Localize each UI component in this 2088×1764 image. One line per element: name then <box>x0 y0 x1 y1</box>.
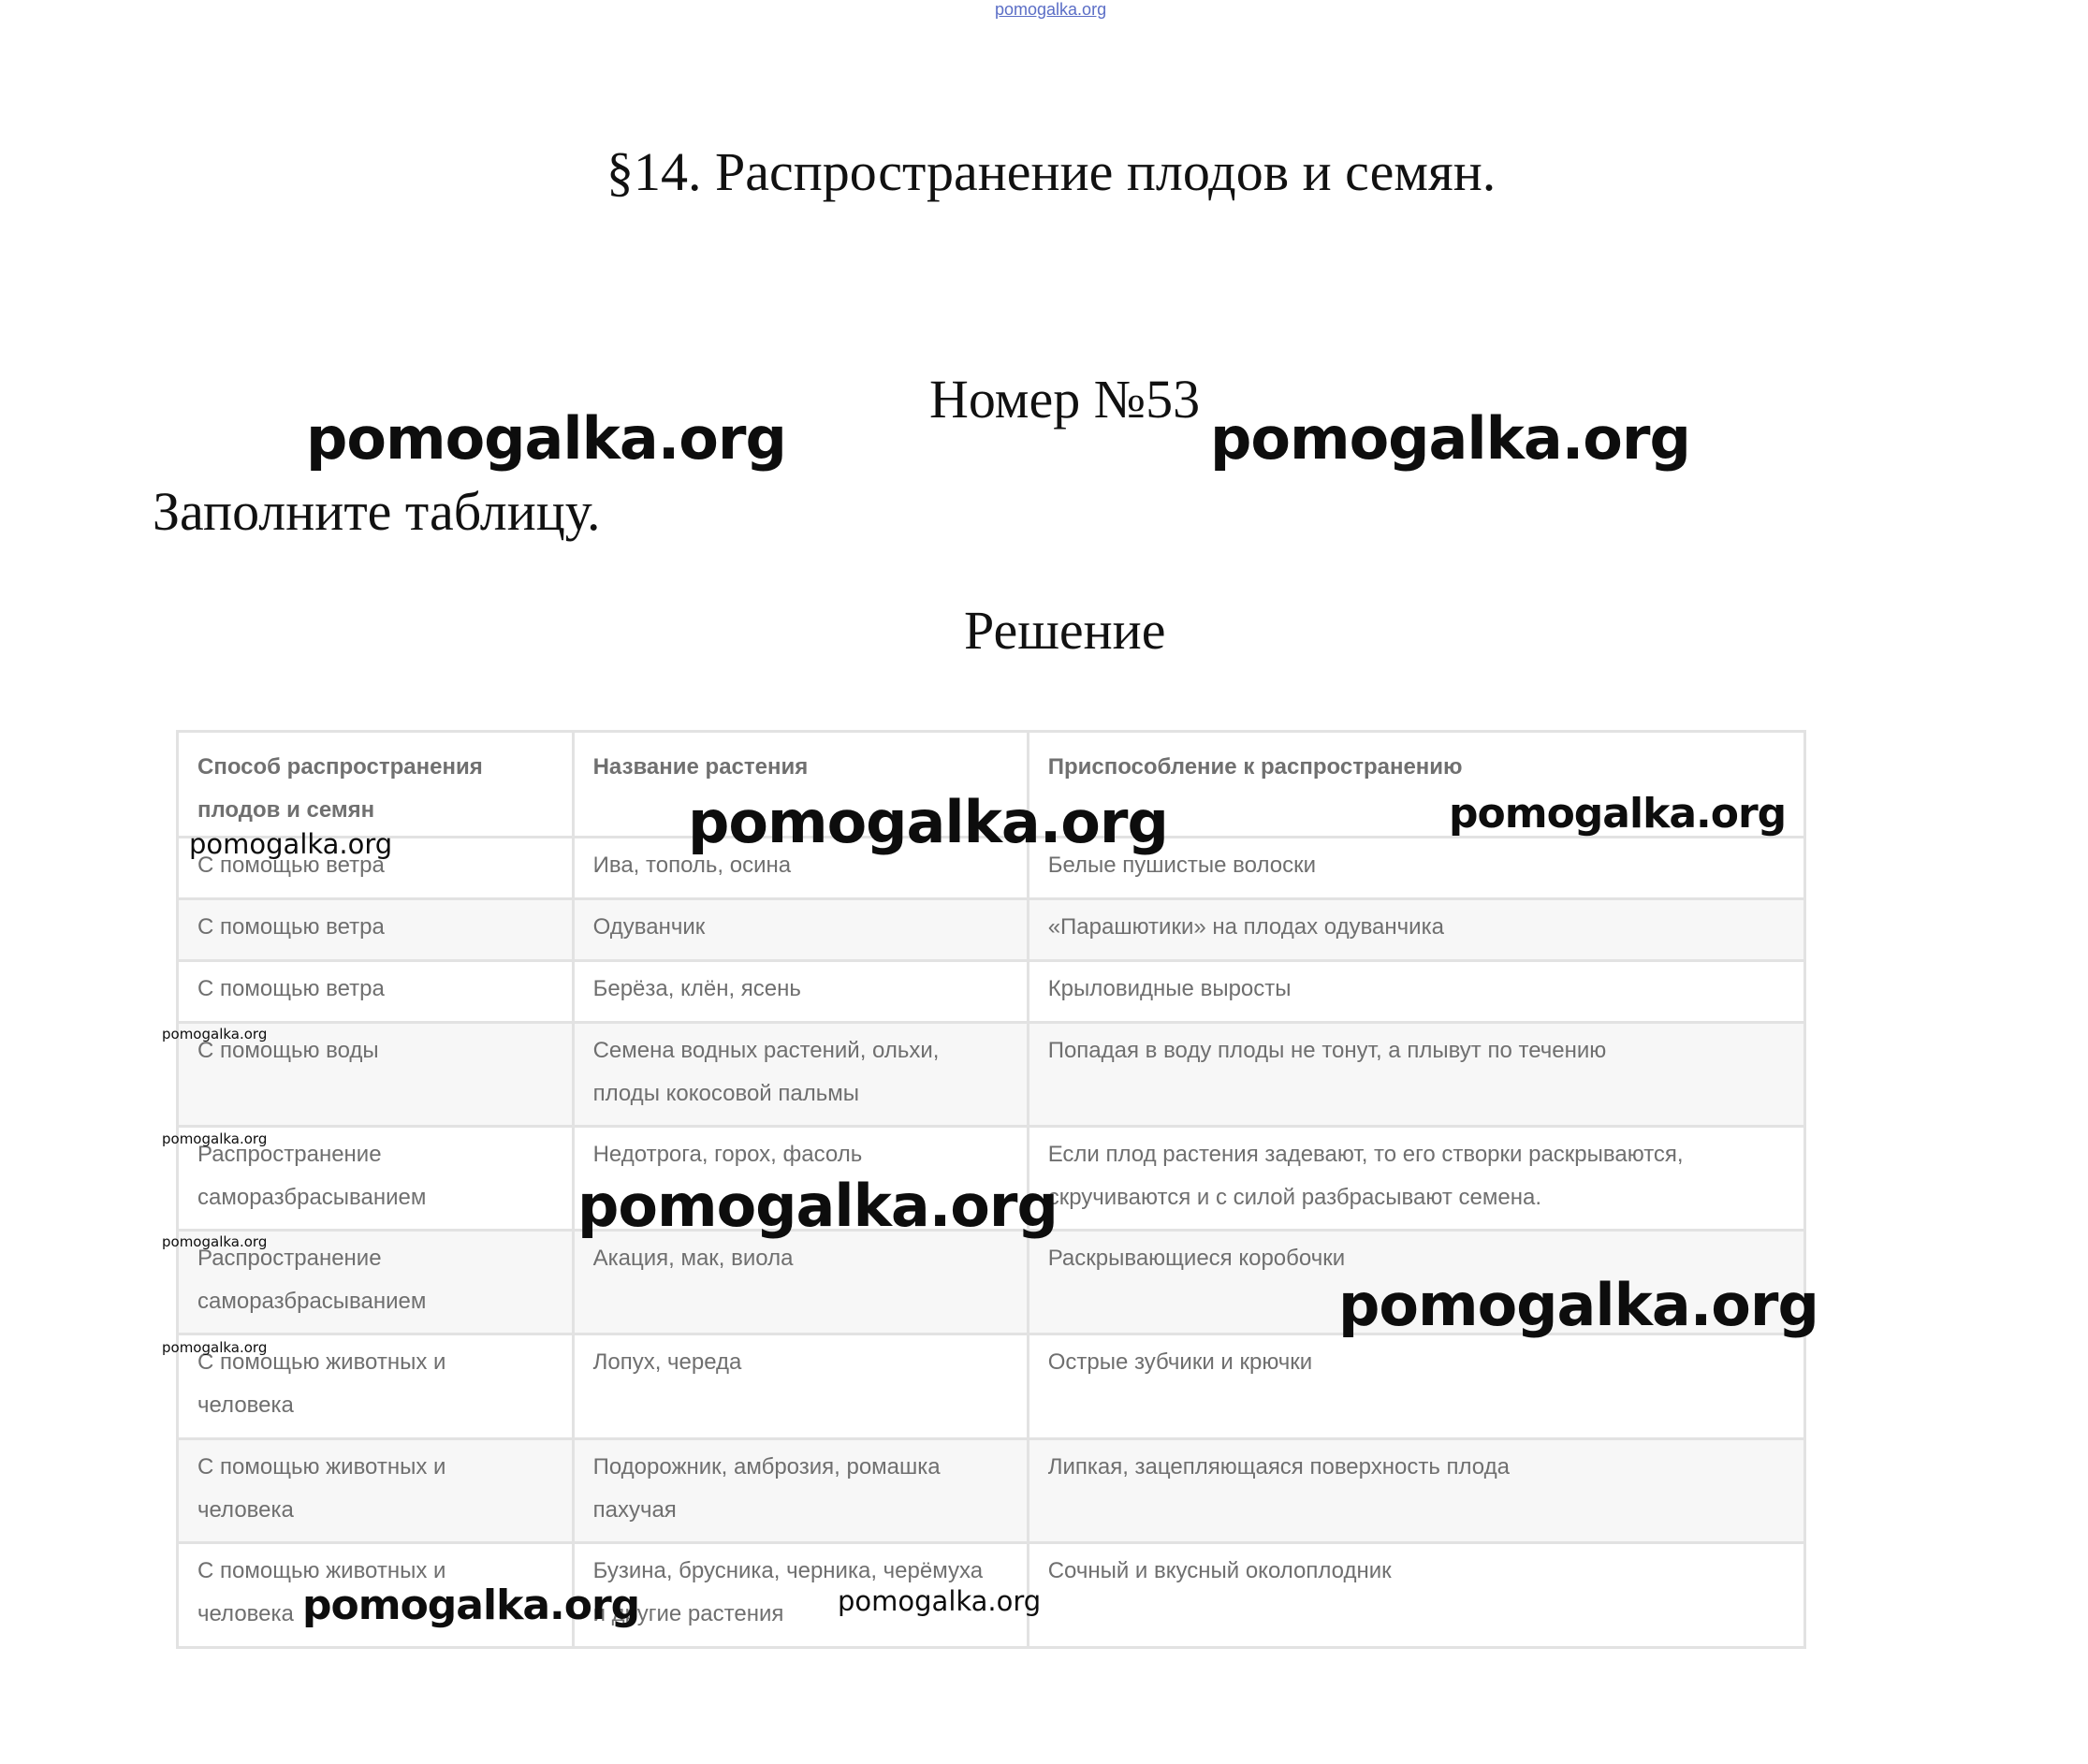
cell-method: С помощью ветра <box>178 961 574 1023</box>
cell-method: С помощью воды <box>178 1023 574 1127</box>
cell-plant: Акация, мак, виола <box>573 1231 1028 1334</box>
cell-method: С помощью животных и человека <box>178 1439 574 1543</box>
cell-plant: Одуванчик <box>573 899 1028 961</box>
watermark: pomogalka.org <box>306 404 786 473</box>
watermark: pomogalka.org <box>1449 790 1787 838</box>
exercise-number: Номер №53 <box>929 369 1201 430</box>
watermark: pomogalka.org <box>302 1582 640 1629</box>
cell-plant: Ива, тополь, осина <box>573 838 1028 899</box>
header-adaptation: Приспособление к распространению <box>1028 732 1804 838</box>
watermark: pomogalka.org <box>189 828 393 860</box>
cell-method: С помощью животных и человека <box>178 1334 574 1439</box>
watermark: pomogalka.org <box>1210 404 1690 473</box>
task-text: Заполните таблицу. <box>153 481 601 542</box>
cell-adaptation: Белые пушистые волоски <box>1028 838 1804 899</box>
cell-method: С помощью ветра <box>178 899 574 961</box>
table-row <box>178 1439 1805 1543</box>
table-row <box>178 961 1805 1023</box>
header-method: Способ распространения плодов и семян <box>178 732 574 838</box>
solution-heading: Решение <box>964 600 1166 661</box>
watermark: pomogalka.org <box>1338 1271 1818 1339</box>
cell-adaptation: Липкая, зацепляющаяся поверхность плода <box>1028 1439 1804 1543</box>
watermark: pomogalka.org <box>162 1233 268 1250</box>
cell-plant: Бузина, брусника, черника, черёмуха и другие растения <box>573 1543 1028 1648</box>
table-row <box>178 1334 1805 1439</box>
watermark: pomogalka.org <box>162 1130 268 1147</box>
cell-plant: Семена водных растений, ольхи, плоды кокосовой пальмы <box>573 1023 1028 1127</box>
cell-method: Распространение саморазбрасыванием <box>178 1127 574 1231</box>
cell-method: С помощью животных и человека <box>178 1543 574 1648</box>
cell-method: Распространение саморазбрасыванием <box>178 1231 574 1334</box>
cell-adaptation: Попадая в воду плоды не тонут, а плывут по течению <box>1028 1023 1804 1127</box>
section-title: §14. Распространение плодов и семян. <box>606 141 1497 202</box>
cell-adaptation: Крыловидные выросты <box>1028 961 1804 1023</box>
cell-plant: Недотрога, горох, фасоль <box>573 1127 1028 1231</box>
top-watermark-link[interactable]: pomogalka.org <box>995 0 1107 19</box>
cell-adaptation: Сочный и вкусный околоплодник <box>1028 1543 1804 1648</box>
table-row <box>178 899 1805 961</box>
cell-adaptation: Если плод растения задевают, то его створки раскрываются, скручиваются и с силой разбрасывают семена. <box>1028 1127 1804 1231</box>
watermark: pomogalka.org <box>577 1172 1058 1240</box>
watermark: pomogalka.org <box>162 1026 268 1042</box>
cell-plant: Лопух, череда <box>573 1334 1028 1439</box>
watermark: pomogalka.org <box>688 788 1168 856</box>
cell-method: С помощью ветра <box>178 838 574 899</box>
cell-adaptation: «Парашютики» на плодах одуванчика <box>1028 899 1804 961</box>
watermark: pomogalka.org <box>162 1339 268 1356</box>
cell-adaptation: Острые зубчики и крючки <box>1028 1334 1804 1439</box>
cell-plant: Берёза, клён, ясень <box>573 961 1028 1023</box>
cell-plant: Подорожник, амброзия, ромашка пахучая <box>573 1439 1028 1543</box>
cell-adaptation: Раскрывающиеся коробочки <box>1028 1231 1804 1334</box>
header-plant-name: Название растения <box>573 732 1028 838</box>
watermark: pomogalka.org <box>838 1585 1042 1617</box>
table-row <box>178 1023 1805 1127</box>
